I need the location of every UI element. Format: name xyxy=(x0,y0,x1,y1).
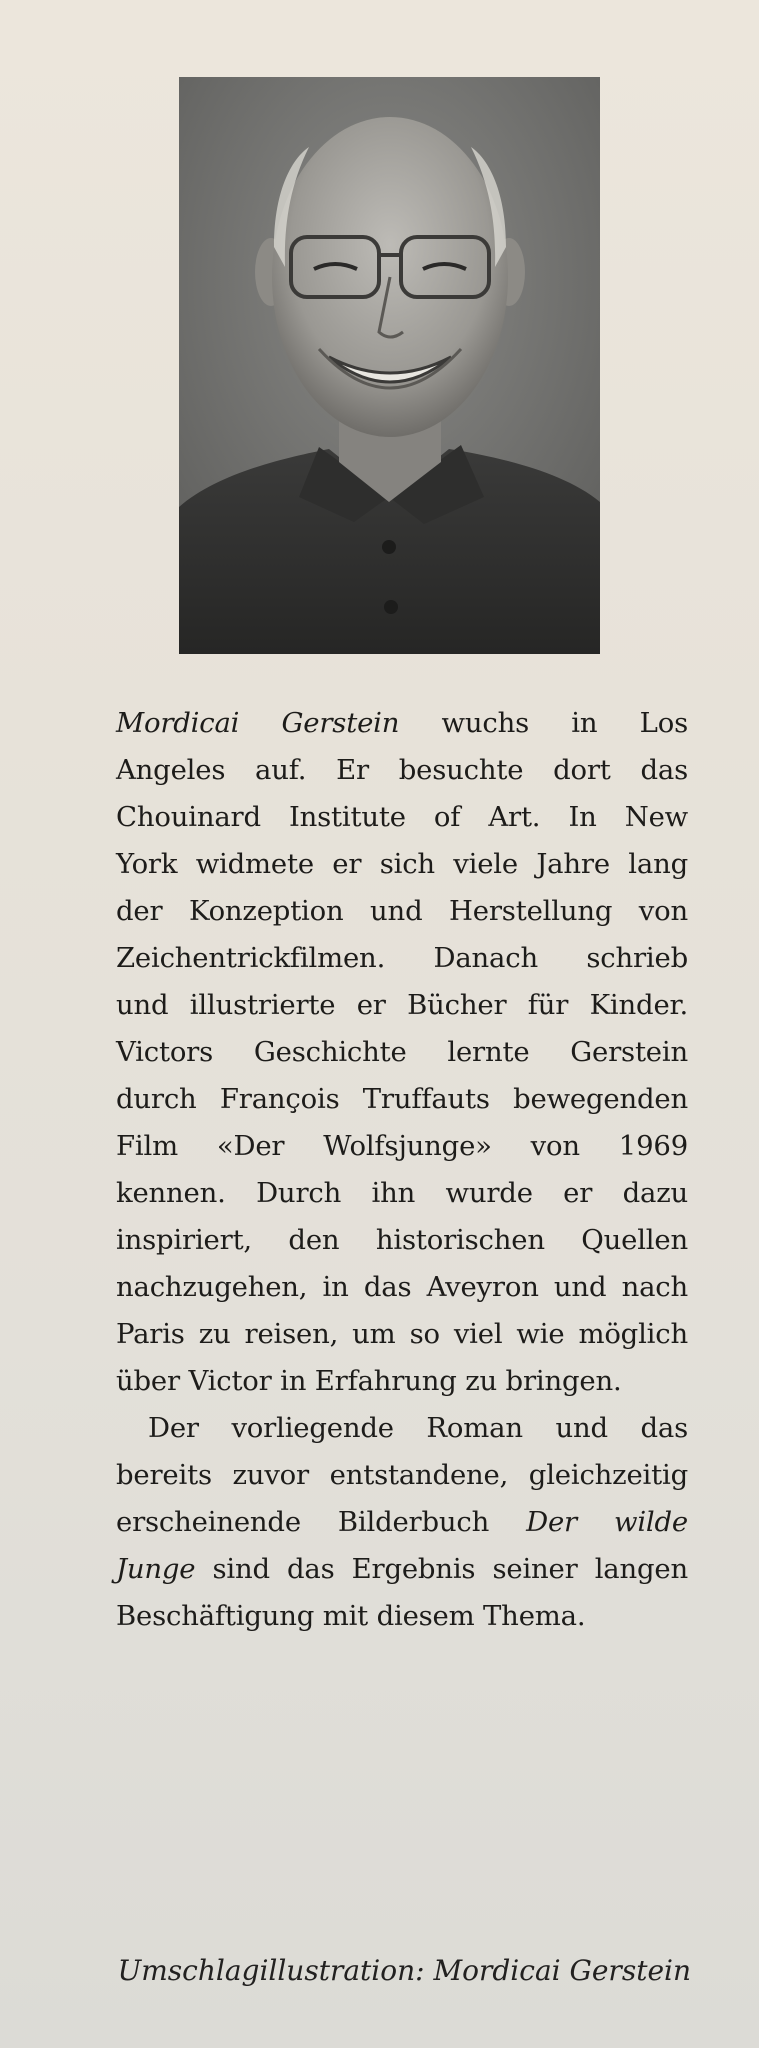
bio-line xyxy=(116,1546,688,1593)
bio-text: York widmete er sich viele Jahre lang xyxy=(116,848,688,880)
bio-line xyxy=(116,1358,688,1405)
bio-line xyxy=(116,982,688,1029)
bio-text: inspiriert, den historischen Quellen xyxy=(116,1224,688,1256)
bio-line xyxy=(116,1593,688,1640)
cover-illustration-credit: Umschlagillustration: Mordicai Gerstein xyxy=(117,1954,691,1987)
bio-line xyxy=(116,1405,688,1452)
bio-line xyxy=(116,1499,688,1546)
bio-italic-text: Der wilde xyxy=(526,1506,688,1538)
bio-text: Film «Der Wolfsjunge» von 1969 xyxy=(116,1130,688,1162)
bio-text: erscheinende Bilderbuch xyxy=(116,1506,527,1538)
bio-text: und illustrierte er Bücher für Kinder. xyxy=(116,989,688,1021)
bio-text: Chouinard Institute of Art. In New xyxy=(116,801,688,833)
bio-italic-text: Mordicai Gerstein xyxy=(116,707,400,739)
author-biography xyxy=(116,700,688,1640)
bio-text: durch François Truffauts bewegenden xyxy=(116,1083,688,1115)
portrait-image-icon xyxy=(179,77,600,654)
bio-line xyxy=(116,1452,688,1499)
bio-text: der Konzeption und Herstellung von xyxy=(116,895,688,927)
bio-text: Victors Geschichte lernte Gerstein xyxy=(116,1036,688,1068)
bio-text: bereits zuvor entstandene, gleichzeitig xyxy=(116,1459,688,1491)
bio-line xyxy=(116,1123,688,1170)
bio-text: sind das Ergebnis seiner langen xyxy=(195,1553,688,1585)
bio-italic-text: Junge xyxy=(116,1553,196,1585)
bio-text: Der vorliegende Roman und das xyxy=(148,1412,688,1444)
bio-line xyxy=(116,1076,688,1123)
bio-text: nachzugehen, in das Aveyron und nach xyxy=(116,1271,688,1303)
bio-line xyxy=(116,1170,688,1217)
bio-text: über Victor in Erfahrung zu bringen. xyxy=(116,1365,622,1397)
bio-text: Zeichentrickfilmen. Danach schrieb xyxy=(116,942,688,974)
bio-line xyxy=(116,700,688,747)
bio-line xyxy=(116,841,688,888)
bio-line xyxy=(116,1311,688,1358)
bio-line xyxy=(116,1029,688,1076)
bio-text: Paris zu reisen, um so viel wie möglich xyxy=(116,1318,688,1350)
bio-line xyxy=(116,888,688,935)
bio-line xyxy=(116,1264,688,1311)
bio-line xyxy=(116,1217,688,1264)
bio-text: Beschäftigung mit diesem Thema. xyxy=(116,1600,586,1632)
bio-text: kennen. Durch ihn wurde er dazu xyxy=(116,1177,688,1209)
author-portrait-photo xyxy=(179,77,600,654)
bio-line xyxy=(116,935,688,982)
bio-line xyxy=(116,794,688,841)
biography-paragraph-1 xyxy=(116,700,688,1405)
biography-paragraph-2 xyxy=(116,1405,688,1640)
bio-text: wuchs in Los xyxy=(399,707,688,739)
bio-line xyxy=(116,747,688,794)
bio-text: Angeles auf. Er besuchte dort das xyxy=(116,754,688,786)
